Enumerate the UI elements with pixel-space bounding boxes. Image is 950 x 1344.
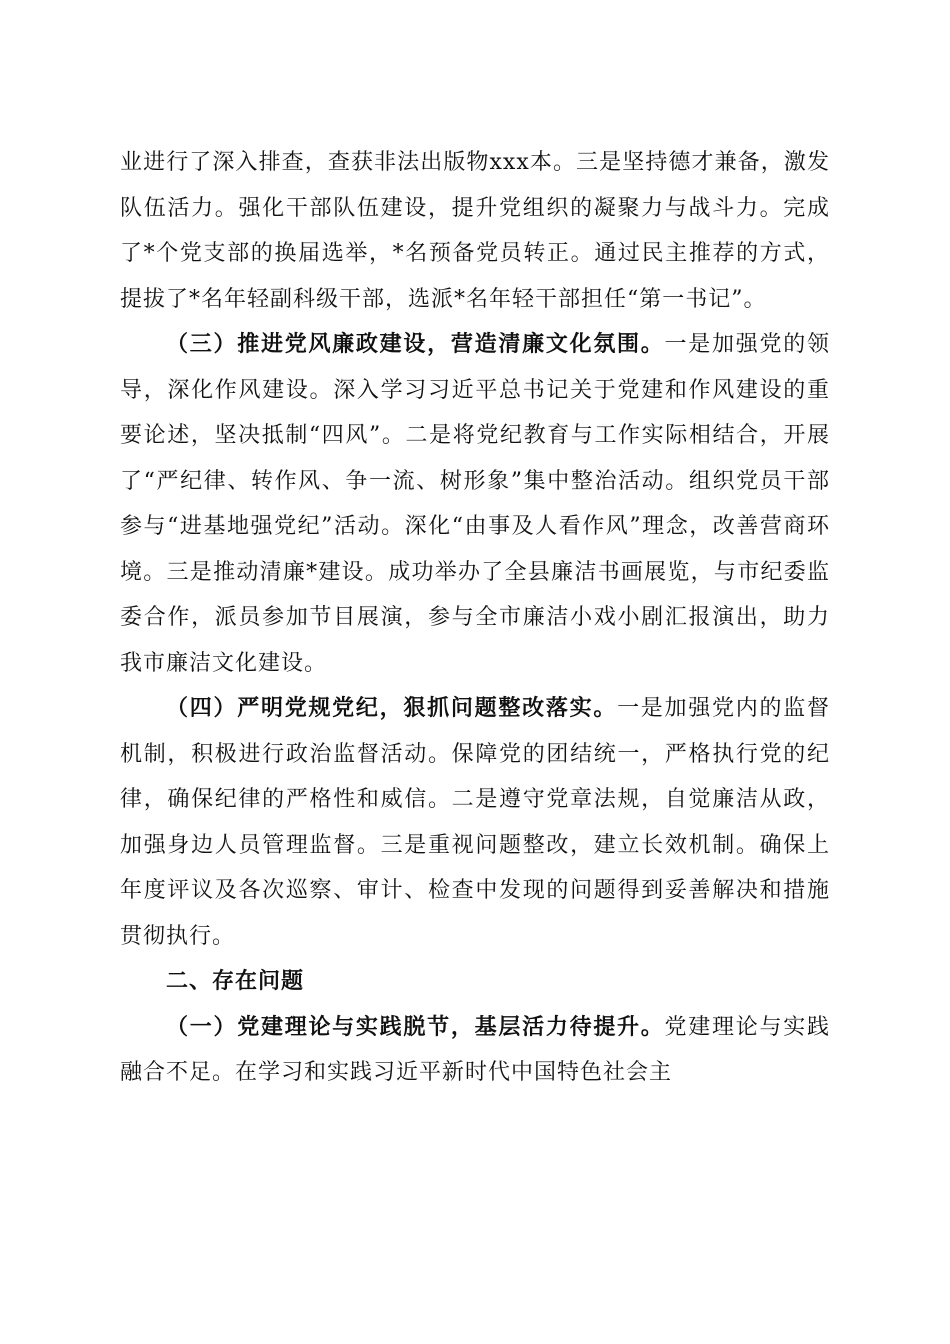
paragraph-problem-one xyxy=(120,1005,830,1096)
paragraph-text: 一是加强党内的监督机制，积极进行政治监督活动。保障党的团结统一，严格执行党的纪律，确保纪律的严格性和威信。二是遵守党章法规，自觉廉洁从政，加强身边人员管理监督。三是重视问题整改，建立长效机制。确保上年度评议及各次巡察、审计、检查中发现的问题得到妥善解决和措施贯彻执行。 xyxy=(120,696,830,949)
document-body xyxy=(120,140,830,1096)
paragraph-section-four xyxy=(120,686,830,959)
section-lead-four: （四）严明党规党纪，狠抓问题整改落实。 xyxy=(166,695,618,721)
paragraph-text: 一是加强党的领导，深化作风建设。深入学习习近平总书记关于党建和作风建设的重要论述，坚决抵制“四风”。二是将党纪教育与工作实际相结合，开展了“严纪律、转作风、争一流、树形象”集中整治活动。组织党员干部参与“进基地强党纪”活动。深化“由事及人看作风”理念，改善营商环境。三是推动清廉*建设。成功举办了全县廉洁书画展览，与市纪委监委合作，派员参加节目展演，参与全市廉洁小戏小剧汇报演出，助力我市廉洁文化建设。 xyxy=(120,332,830,676)
paragraph-text: 党建理论与实践融合不足。在学习和实践习近平新时代中国特色社会主 xyxy=(120,1014,830,1085)
paragraph-section-three xyxy=(120,322,830,686)
paragraph-text: 业进行了深入排查，查获非法出版物xxx本。三是坚持德才兼备，激发队伍活力。强化干部队伍建设，提升党组织的凝聚力与战斗力。完成了*个党支部的换届选举，*名预备党员转正。通过民主推荐的方式，提拔了*名年轻副科级干部，选派*名年轻干部担任“第一书记”。 xyxy=(120,150,830,312)
paragraph-continuation xyxy=(120,140,830,322)
section-lead-three: （三）推进党风廉政建设，营造清廉文化氛围。 xyxy=(166,331,665,357)
section-heading-problems xyxy=(120,959,830,1005)
section-lead-problem-one: （一）党建理论与实践脱节，基层活力待提升。 xyxy=(166,1013,665,1040)
heading-text: 二、存在问题 xyxy=(166,969,305,994)
